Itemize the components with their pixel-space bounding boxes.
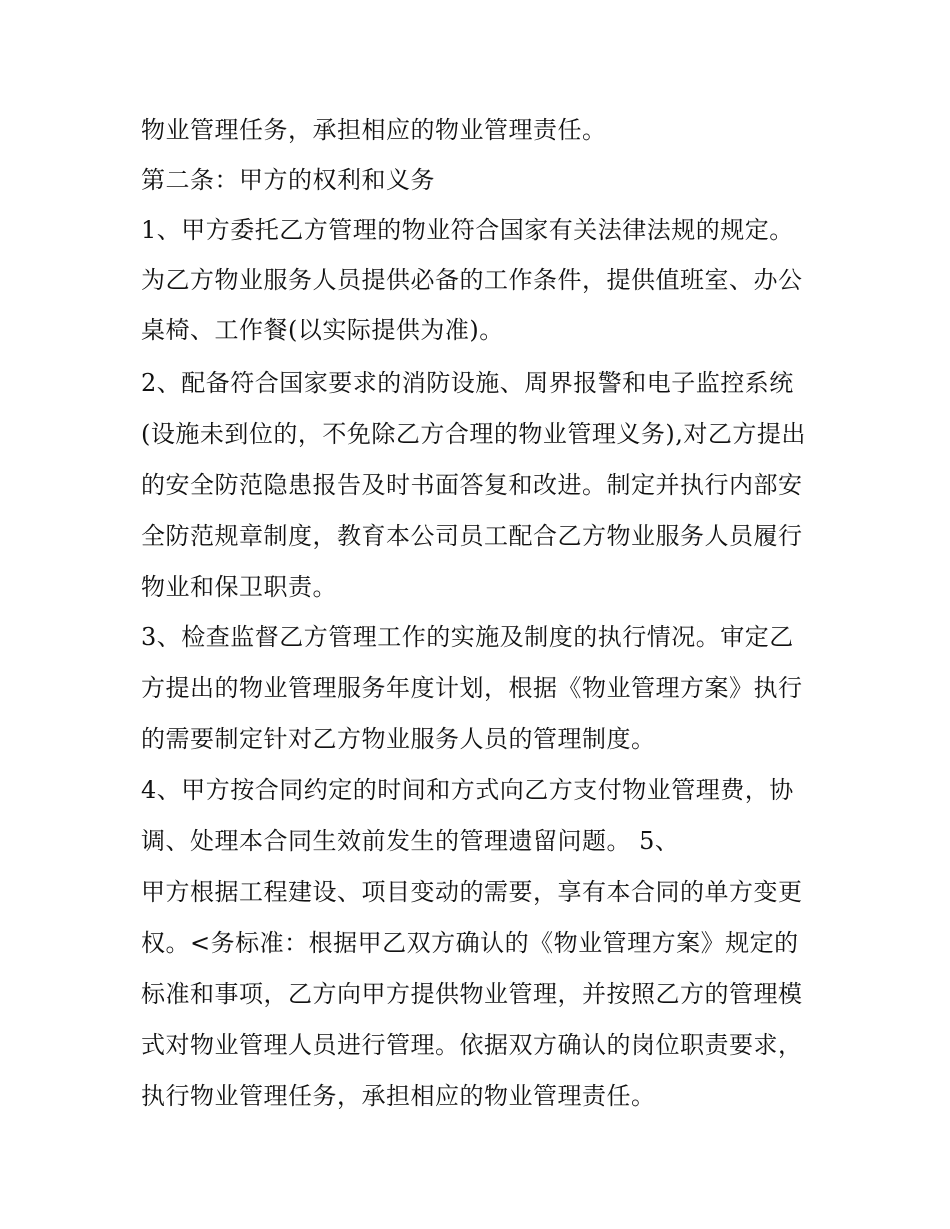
section-heading: 第二条：甲方的权利和义务 [141, 166, 435, 194]
text-line: 物业管理任务，承担相应的物业管理责任。 [141, 116, 607, 144]
text-line: 桌椅、工作餐(以实际提供为准)。 [141, 316, 504, 344]
text-line: 甲方根据工程建设、项目变动的需要，享有本合同的单方变更 [141, 878, 803, 906]
text-line: 权。<务标准：根据甲乙双方确认的《物业管理方案》规定的 [141, 929, 799, 957]
text-line: 物业和保卫职责。 [141, 573, 337, 601]
text-line: 2、配备符合国家要求的消防设施、周界报警和电子监控系统 [141, 369, 794, 397]
text-line: 的安全防范隐患报告及时书面答复和改进。制定并执行内部安 [141, 471, 803, 499]
text-line: 的需要制定针对乙方物业服务人员的管理制度。 [141, 725, 656, 753]
text-line: (设施未到位的，不免除乙方合理的物业管理义务),对乙方提出 [141, 420, 806, 448]
text-line: 调、处理本合同生效前发生的管理遗留问题。 5、 [141, 827, 680, 855]
text-line: 1、甲方委托乙方管理的物业符合国家有关法律法规的规定。 [141, 216, 794, 244]
text-line: 为乙方物业服务人员提供必备的工作条件，提供值班室、办公 [141, 266, 803, 294]
text-line: 3、检查监督乙方管理工作的实施及制度的执行情况。审定乙 [141, 623, 794, 651]
text-line: 全防范规章制度，教育本公司员工配合乙方物业服务人员履行 [141, 522, 803, 550]
text-line: 执行物业管理任务，承担相应的物业管理责任。 [141, 1082, 656, 1110]
text-line: 标准和事项，乙方向甲方提供物业管理，并按照乙方的管理模 [141, 980, 803, 1008]
text-line: 式对物业管理人员进行管理。依据双方确认的岗位职责要求， [141, 1031, 803, 1059]
text-line: 4、甲方按合同约定的时间和方式向乙方支付物业管理费，协 [141, 776, 794, 804]
text-line: 方提出的物业管理服务年度计划，根据《物业管理方案》执行 [141, 674, 803, 702]
